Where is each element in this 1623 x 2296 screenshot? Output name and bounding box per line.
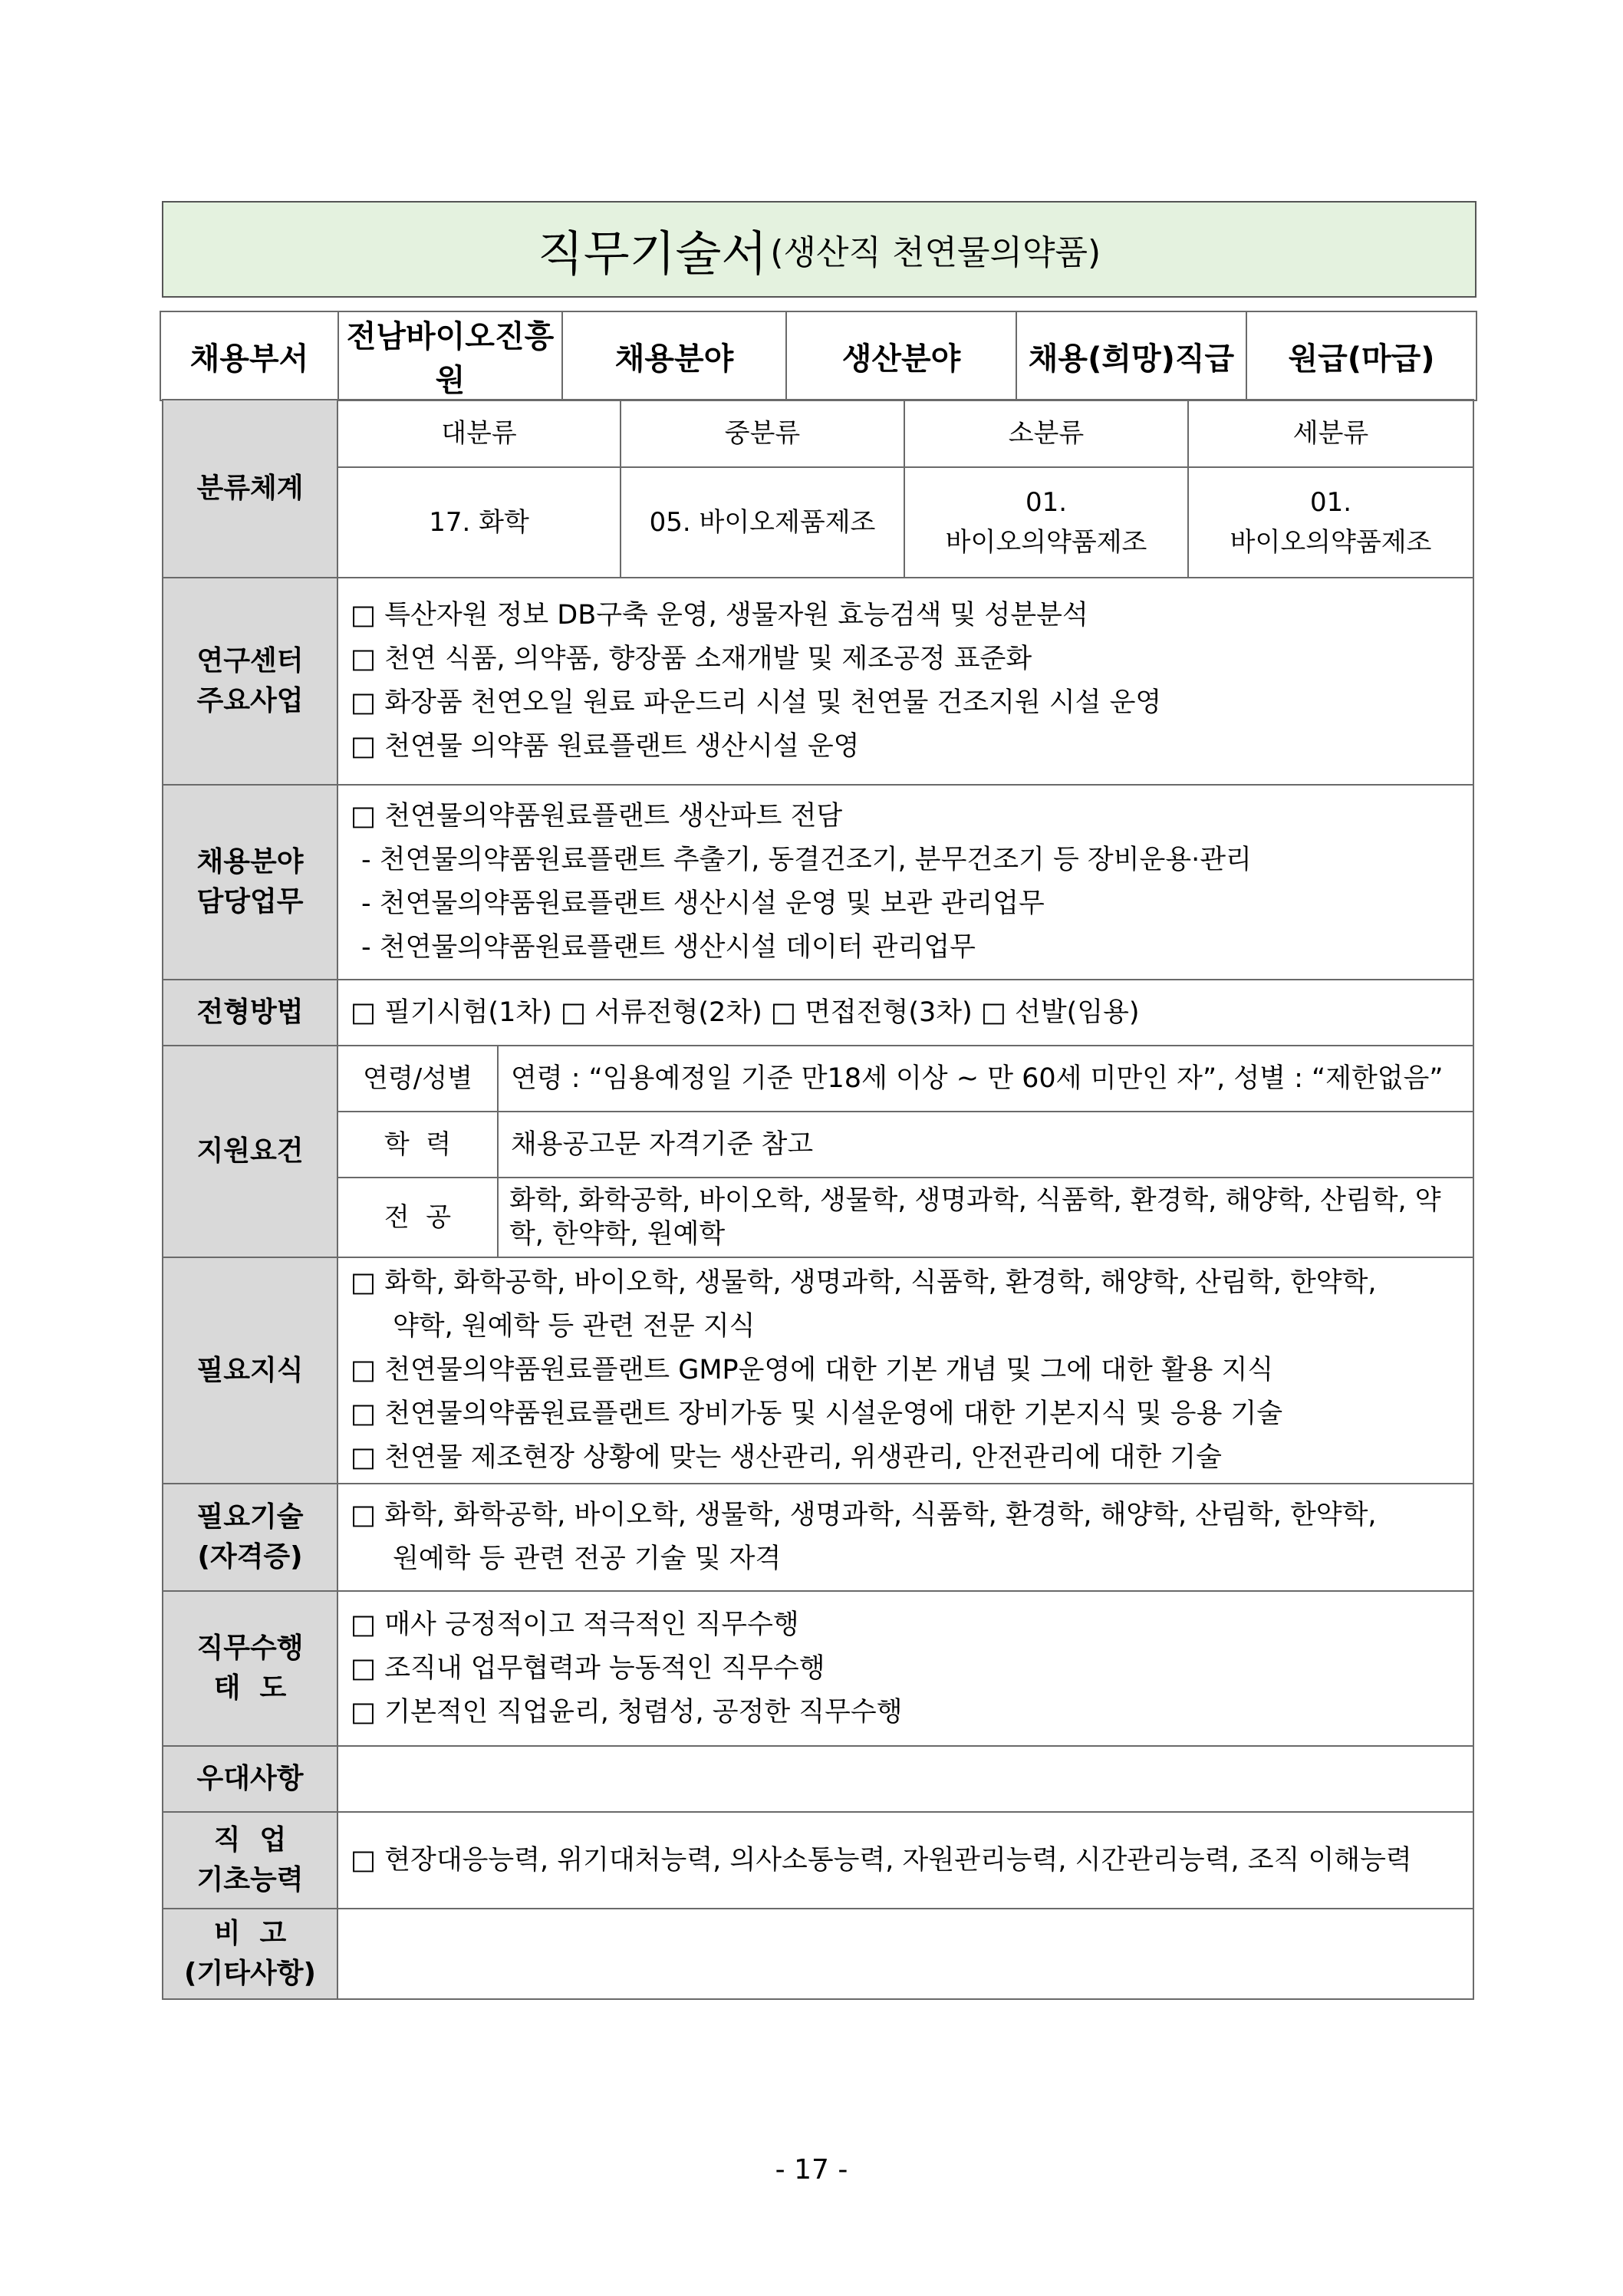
header-dept-value: 전남바이오진흥원 xyxy=(338,311,562,400)
job-description-table xyxy=(162,399,1474,2000)
list-sub-item: - 천연물의약품원료플랜트 생산시설 데이터 관리업무 xyxy=(361,932,976,963)
requirements-label: 지원요건 xyxy=(163,1046,337,1257)
classification-col-major: 대분류 xyxy=(337,400,621,467)
title-subtitle: (생산직 천연물의약품) xyxy=(770,233,1101,272)
remarks-content xyxy=(337,1909,1473,1999)
attitude-label: 직무수행 태 도 xyxy=(163,1591,337,1746)
list-item: □ 매사 긍정적이고 적극적인 직무수행 xyxy=(351,1609,799,1640)
requirement-key-education: 학 력 xyxy=(337,1112,498,1178)
selection-content: □ 필기시험(1차) □ 서류전형(2차) □ 면접전형(3차) □ 선발(임용) xyxy=(337,980,1473,1046)
list-item: □ 특산자원 정보 DB구축 운영, 생물자원 효능검색 및 성분분석 xyxy=(351,600,1088,631)
list-item: □ 화장품 천연오일 원료 파운드리 시설 및 천연물 건조지원 시설 운영 xyxy=(351,687,1162,718)
classification-col-detail: 세분류 xyxy=(1188,400,1473,467)
requirement-value-age: 연령 : “임용예정일 기준 만18세 이상 ~ 만 60세 미만인 자”, 성별 : “제한없음” xyxy=(498,1046,1473,1112)
skills-content xyxy=(337,1484,1473,1591)
list-item-continuation: 약학, 원예학 등 관련 전문 지식 xyxy=(393,1311,756,1342)
preference-label: 우대사항 xyxy=(163,1746,337,1812)
duties-content xyxy=(337,785,1473,980)
classification-col-minor: 소분류 xyxy=(904,400,1188,467)
list-item: □ 천연물 의약품 원료플랜트 생산시설 운영 xyxy=(351,731,860,762)
list-sub-item: - 천연물의약품원료플랜트 생산시설 운영 및 보관 관리업무 xyxy=(361,888,1045,919)
classification-minor-value: 01. 바이오의약품제조 xyxy=(904,467,1188,578)
header-dept-label: 채용부서 xyxy=(160,311,338,400)
classification-col-middle: 중분류 xyxy=(621,400,904,467)
preference-content xyxy=(337,1746,1473,1812)
basic-abilities-label: 직 업 기초능력 xyxy=(163,1812,337,1909)
requirement-key-age: 연령/성별 xyxy=(337,1046,498,1112)
classification-label: 분류체계 xyxy=(163,400,337,578)
classification-middle-value: 05. 바이오제품제조 xyxy=(621,467,904,578)
classification-detail-value: 01. 바이오의약품제조 xyxy=(1188,467,1473,578)
document-title xyxy=(162,201,1477,298)
requirement-value-education: 채용공고문 자격기준 참고 xyxy=(498,1112,1473,1178)
title-main: 직무기술서 xyxy=(537,225,768,282)
basic-abilities-content: □ 현장대응능력, 위기대처능력, 의사소통능력, 자원관리능력, 시간관리능력, 조직 이해능력 xyxy=(337,1812,1473,1909)
header-field-label: 채용분야 xyxy=(562,311,786,400)
duties-label: 채용분야 담당업무 xyxy=(163,785,337,980)
skills-label: 필요기술 (자격증) xyxy=(163,1484,337,1591)
list-item: □ 천연물의약품원료플랜트 장비가동 및 시설운영에 대한 기본지식 및 응용 기술 xyxy=(351,1398,1283,1429)
selection-label: 전형방법 xyxy=(163,980,337,1046)
list-sub-item: - 천연물의약품원료플랜트 추출기, 동결건조기, 분무건조기 등 장비운용·관리 xyxy=(361,845,1252,875)
list-item: □ 기본적인 직업윤리, 청렴성, 공정한 직무수행 xyxy=(351,1696,903,1728)
list-item: □ 화학, 화학공학, 바이오학, 생물학, 생명과학, 식품학, 환경학, 해양학, 산림학, 한약학, xyxy=(351,1267,1377,1298)
research-center-label: 연구센터 주요사업 xyxy=(163,578,337,785)
remarks-label: 비 고 (기타사항) xyxy=(163,1909,337,1999)
requirement-value-major: 화학, 화학공학, 바이오학, 생물학, 생명과학, 식품학, 환경학, 해양학, 산림학, 약학, 한약학, 원예학 xyxy=(498,1178,1473,1257)
list-item: □ 천연물의약품원료플랜트 GMP운영에 대한 기본 개념 및 그에 대한 활용 지식 xyxy=(351,1355,1274,1385)
list-item: □ 천연물 제조현장 상황에 맞는 생산관리, 위생관리, 안전관리에 대한 기술 xyxy=(351,1442,1222,1473)
header-grade-value: 원급(마급) xyxy=(1246,311,1477,400)
header-field-value: 생산분야 xyxy=(786,311,1016,400)
classification-major-value: 17. 화학 xyxy=(337,467,621,578)
list-item: □ 화학, 화학공학, 바이오학, 생물학, 생명과학, 식품학, 환경학, 해양학, 산림학, 한약학, xyxy=(351,1500,1377,1530)
page-number: - 17 - xyxy=(775,2154,848,2186)
requirement-key-major: 전 공 xyxy=(337,1178,498,1257)
research-center-content xyxy=(337,578,1473,785)
recruitment-header-table xyxy=(160,311,1477,401)
list-item-continuation: 원예학 등 관련 전공 기술 및 자격 xyxy=(393,1543,782,1574)
list-item: □ 천연 식품, 의약품, 향장품 소재개발 및 제조공정 표준화 xyxy=(351,644,1032,674)
knowledge-content xyxy=(337,1257,1473,1484)
list-item: □ 천연물의약품원료플랜트 생산파트 전담 xyxy=(351,801,843,832)
attitude-content xyxy=(337,1591,1473,1746)
header-grade-label: 채용(희망)직급 xyxy=(1016,311,1246,400)
list-item: □ 조직내 업무협력과 능동적인 직무수행 xyxy=(351,1652,825,1684)
knowledge-label: 필요지식 xyxy=(163,1257,337,1484)
